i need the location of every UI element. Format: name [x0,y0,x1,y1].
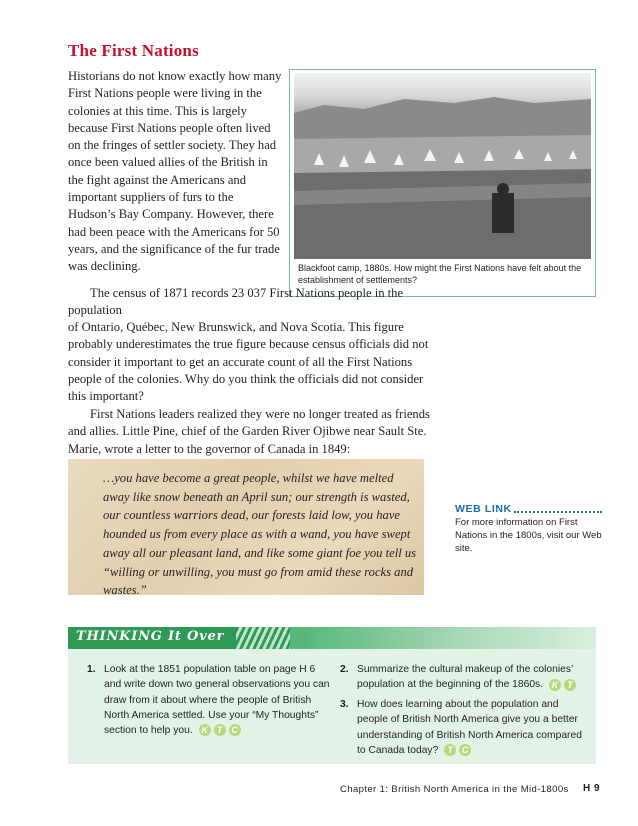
communication-badge-icon: C [459,744,471,756]
thinking-badge-icon: T [214,724,226,736]
knowledge-badge-icon: K [549,679,561,691]
communication-badge-icon: C [229,724,241,736]
body-paragraph-2-rest: of Ontario, Québec, New Brunswick, and Nova Scotia. This figure probably underestimates the true figure because census officials did not consider it important to get an accurate count of all the First Nations people of the colonies. Why do you think the officials did not consider this important? [68,320,429,404]
camp-landscape-image [294,73,591,259]
thinking-badge-icon: T [444,744,456,756]
photo-caption: Blackfoot camp, 1880s. How might the First Nations have felt about the establishment of settlements? [298,263,582,285]
body-paragraph-3 [68,406,440,458]
blackfoot-camp-photo [294,73,591,259]
photo-figure [289,69,596,297]
question-2-text: Summarize the cultural makeup of the colonies’ population at the beginning of the 1860s. [357,664,573,691]
body-paragraph-3-text: First Nations leaders realized they were no longer treated as friends and allies. Little Pine, chief of the Garden River Ojibwe near Sault Ste. Marie, wrote a letter to the governor of Canada in 1849: [68,407,430,456]
web-link-heading: WEB LINK [455,503,512,515]
question-1 [87,662,334,738]
body-paragraph-2-start [68,285,438,320]
question-2 [340,662,589,693]
question-3 [340,697,589,758]
section-title: The First Nations [68,41,199,60]
thinking-it-over-title: THINKING It Over [76,629,225,644]
little-pine-quote: …you have become a great people, whilst we have melted away like snow beneath an April sun; our strength is wasted, our countless warriors dead, our forests laid low, you have hounded us from every place as with a wand, you have swept away all our pleasant land, and like some giant foe you tell us “willing or unwilling, you must go from amid these rocks and wastes.” [103,471,417,598]
body-paragraph-1: Historians do not know exactly how many First Nations people were living in the colonies at this time. This is largely because First Nations people often lived on the fringes of settler society. They had once been valued allies of the British in the fight against the Americans and important suppliers of furs to the Hudson’s Bay Company. However, there had been peace with the Americans for 50 years, and the significance of the fur trade was declining. [68,69,282,274]
question-3-text: How does learning about the population and people of British North America give you a better understanding of British North America compared to Canada today? [357,699,582,756]
body-paragraph-2-lead: The census of 1871 records 23 037 First Nations people in the population [68,286,404,318]
web-link-divider [514,511,602,513]
question-2-number: 2. [340,664,349,675]
thinking-header-stripes [236,627,290,649]
question-1-number: 1. [87,664,96,675]
question-3-number: 3. [340,699,349,710]
question-1-text: Look at the 1851 population table on page H 6 and write down two general observations you can draw from it about where the people of British North America settled. Use your “My Thoughts” section to help you. [104,664,330,737]
thinking-badge-icon: T [564,679,576,691]
chapter-footer: Chapter 1: British North America in the Mid-1800s [340,784,569,795]
web-link-text[interactable]: For more information on First Nations in the 1800s, visit our Web site. [455,517,602,554]
knowledge-badge-icon: K [199,724,211,736]
page-number: H 9 [583,783,601,794]
